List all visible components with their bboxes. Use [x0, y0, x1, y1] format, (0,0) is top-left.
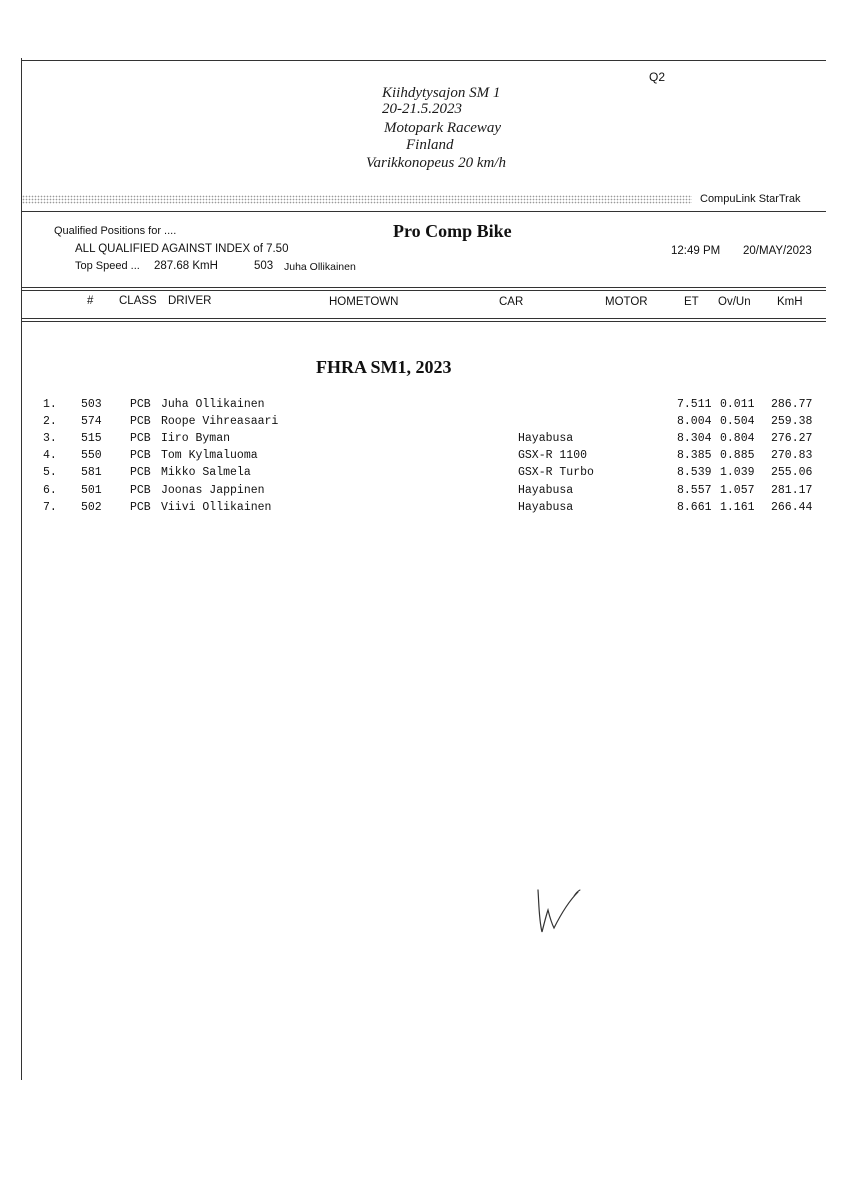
section-title: FHRA SM1, 2023 [316, 357, 452, 377]
row-car: GSX-R 1100 [518, 449, 588, 462]
report-time: 12:49 PM [671, 245, 721, 257]
row-position: 1. [43, 398, 57, 411]
row-driver: Roope Vihreasaari [161, 415, 279, 428]
col-header-hometown: HOMETOWN [329, 296, 399, 308]
row-kmh: 266.44 [771, 501, 813, 514]
row-position: 6. [43, 484, 57, 497]
table-row [0, 449, 848, 466]
row-ovun: 0.804 [720, 432, 755, 445]
row-kmh: 286.77 [771, 398, 813, 411]
event-name: Kiihdytysajon SM 1 [382, 85, 501, 101]
row-class: PCB [130, 484, 151, 497]
doc-code: Q2 [649, 70, 666, 84]
top-speed-driver: Juha Ollikainen [284, 261, 356, 273]
top-speed-value: 287.68 KmH [154, 260, 218, 272]
table-row [0, 501, 848, 518]
report-date: 20/MAY/2023 [743, 245, 812, 257]
columns-top-rule-2 [22, 290, 826, 291]
row-ovun: 0.504 [720, 415, 755, 428]
timing-system: CompuLink StarTrak [700, 193, 801, 205]
row-position: 3. [43, 432, 57, 445]
row-driver: Iiro Byman [161, 432, 231, 445]
col-header-et: ET [684, 296, 699, 308]
event-country: Finland [406, 137, 454, 153]
row-class: PCB [130, 415, 151, 428]
row-driver: Joonas Jappinen [161, 484, 265, 497]
event-dates: 20-21.5.2023 [382, 101, 462, 117]
row-number: 550 [81, 449, 102, 462]
class-title: Pro Comp Bike [393, 221, 512, 241]
row-kmh: 259.38 [771, 415, 813, 428]
row-number: 502 [81, 501, 102, 514]
table-row [0, 466, 848, 483]
row-driver: Mikko Salmela [161, 466, 251, 479]
row-position: 7. [43, 501, 57, 514]
row-et: 8.557 [677, 484, 712, 497]
row-position: 2. [43, 415, 57, 428]
row-class: PCB [130, 449, 151, 462]
index-line: ALL QUALIFIED AGAINST INDEX of 7.50 [75, 243, 289, 255]
col-header-motor: MOTOR [605, 296, 648, 308]
row-position: 4. [43, 449, 57, 462]
row-driver: Tom Kylmaluoma [161, 449, 258, 462]
row-kmh: 276.27 [771, 432, 813, 445]
row-kmh: 270.83 [771, 449, 813, 462]
table-row [0, 432, 848, 449]
col-header-num: # [87, 295, 94, 307]
dotted-separator [22, 195, 692, 204]
row-class: PCB [130, 466, 151, 479]
columns-bottom-rule [22, 318, 826, 319]
col-header-class: CLASS [119, 295, 157, 307]
top-speed-label: Top Speed ... [75, 260, 140, 272]
row-number: 574 [81, 415, 102, 428]
col-header-kmh: KmH [777, 296, 803, 308]
row-ovun: 0.885 [720, 449, 755, 462]
row-car: Hayabusa [518, 432, 574, 445]
row-car: GSX-R Turbo [518, 466, 594, 479]
row-et: 8.661 [677, 501, 712, 514]
top-speed-number: 503 [254, 260, 274, 272]
row-car: Hayabusa [518, 501, 574, 514]
row-position: 5. [43, 466, 57, 479]
qualified-label: Qualified Positions for .... [54, 225, 177, 237]
columns-bottom-rule-2 [22, 321, 826, 322]
row-kmh: 281.17 [771, 484, 813, 497]
row-car: Hayabusa [518, 484, 574, 497]
table-row [0, 484, 848, 501]
event-venue: Motopark Raceway [384, 120, 502, 136]
row-class: PCB [130, 398, 151, 411]
row-class: PCB [130, 432, 151, 445]
row-number: 515 [81, 432, 102, 445]
row-et: 8.385 [677, 449, 712, 462]
row-driver: Juha Ollikainen [161, 398, 265, 411]
col-header-car: CAR [499, 296, 524, 308]
row-ovun: 1.161 [720, 501, 755, 514]
table-row [0, 398, 848, 415]
header-rule [22, 211, 826, 212]
row-et: 8.539 [677, 466, 712, 479]
signature [530, 880, 590, 940]
event-pit-speed: Varikkonopeus 20 km/h [366, 155, 506, 171]
row-number: 503 [81, 398, 102, 411]
row-driver: Viivi Ollikainen [161, 501, 272, 514]
columns-top-rule [22, 287, 826, 288]
col-header-driver: DRIVER [168, 295, 212, 307]
row-kmh: 255.06 [771, 466, 813, 479]
row-ovun: 1.039 [720, 466, 755, 479]
row-et: 8.304 [677, 432, 712, 445]
row-et: 8.004 [677, 415, 712, 428]
row-ovun: 0.011 [720, 398, 755, 411]
row-et: 7.511 [677, 398, 712, 411]
row-number: 501 [81, 484, 102, 497]
row-ovun: 1.057 [720, 484, 755, 497]
col-header-ovun: Ov/Un [718, 296, 751, 308]
top-border [22, 60, 826, 61]
table-row [0, 415, 848, 432]
row-number: 581 [81, 466, 102, 479]
row-class: PCB [130, 501, 151, 514]
